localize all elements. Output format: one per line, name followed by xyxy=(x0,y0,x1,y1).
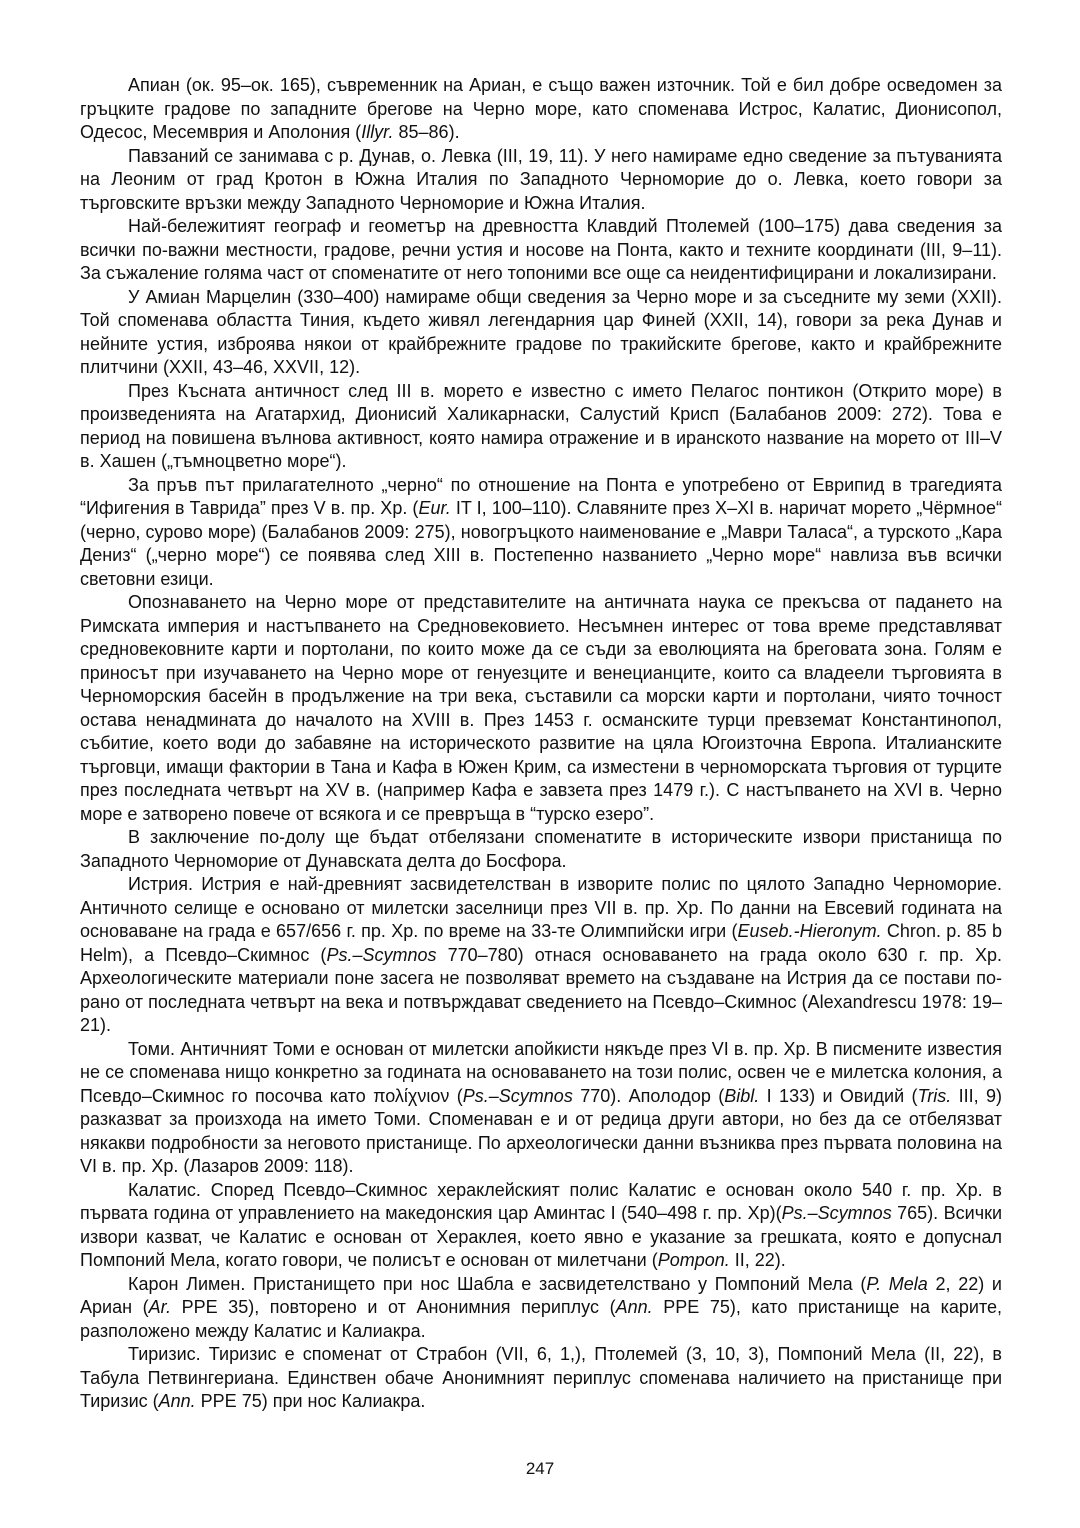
text-run: Карон Лимен. Пристанището при нос Шабла е засвидетелствано у Помпоний Мела ( xyxy=(128,1273,867,1294)
paragraph xyxy=(80,1038,1002,1179)
text-run: Опознаването на Черно море от представителите на античната наука се прекъсва от падането на Римската империя и настъпването на Средновековието. Несъмнен интерес от това време представляват средновековните карти и портолани, по които може да се съди за еволюцията на бреговата зона. Голям е приносът при изучаването на Черно море от генуезците и венецианците, които са владеели търговията в Черноморския басейн в продължение на три века, съставили са морски карти и портолани, чиято точност остава ненадмината до началото на XVIII в. През 1453 г. османските турци превземат Константинопол, събитие, което води до забавяне на историческото развитие на цяла Югоизточна Европа. Италианските търговци, имащи фактории в Тана и Кафа в Южен Крим, са изместени в черноморската търговия от турците през последната четвърт на XV в. (например Кафа е завзета през 1479 г.). С настъпването на XVI в. Черно море е затворено повече от всякога и се превръща в “турско езеро”. xyxy=(80,592,1002,824)
italic-run: Ar. xyxy=(148,1297,171,1317)
paragraph xyxy=(80,215,1002,286)
italic-run: Ps.–Scymnos xyxy=(462,1085,573,1106)
text-run: PPE 75) при нос Калиакра. xyxy=(195,1391,426,1411)
text-run: За пръв път прилагателното „черно“ по отношение на Понта е употребено от Еврипид в трагедията “Ифигения в Таврида” през V в. пр. Хр. ( xyxy=(80,474,1002,518)
text-run: У Амиан Марцелин (330–400) намираме общи сведения за Черно море и за съседните му земи (XXII). Той споменава областта Тиния, където живял легендарния цар Финей (XXII, 14), говори за река Дунав и нейните устия, изброява някои от крайбрежните градове по тракийските брегове, както и крайбрежните плитчини (XXII, 43–46, XXVII, 12). xyxy=(80,286,1002,377)
text-run: 765). Всички извори казват, че Калатис е основан от Хераклея, което явно е указание за грешката, която е допуснал Помпоний Мела, когато говори, че полисът е основан от милетчани ( xyxy=(80,1203,1003,1270)
text-run: II, 22). xyxy=(729,1250,786,1270)
paragraph xyxy=(80,380,1002,474)
paragraph xyxy=(80,145,1002,216)
italic-run: P. Mela xyxy=(866,1273,928,1294)
paragraph xyxy=(80,1179,1002,1273)
italic-run: Euseb.-Hieronym. xyxy=(737,921,882,941)
italic-run: Eur. xyxy=(418,498,451,518)
text-run: Най-бележитият географ и геометър на древността Клавдий Птолемей (100–175) дава сведения за всички по-важни местности, градове, речни устия и носове на Понта, както и техните координати (III, 9–11). За съжаление голяма част от споменатите от него топоними все още са неидентифицирани и локализирани. xyxy=(80,216,1002,283)
text-run: Павзаний се занимава с р. Дунав, о. Левка (III, 19, 11). У него намираме едно сведение за пътуванията на Леоним от град Кротон в Южна Италия по Западното Черноморие до о. Левка, което говори за търговските връзки между Западното Черноморие и Южна Италия. xyxy=(80,145,1002,213)
text-run: Калатис. Според Псевдо–Скимнос хераклейският полис Калатис е основан около 540 г. пр. Хр. в първата година от управлението на македонския цар Аминтас I (540–498 г. пр. Хр)( xyxy=(80,1179,1002,1223)
page-number: 247 xyxy=(525,1458,555,1478)
paragraph xyxy=(80,1273,1002,1344)
text-run: През Късната античност след III в. морето е известно с името Пелагос понтикон (Открито море) в произведенията на Агатархид, Дионисий Халикарнаски, Салустий Крисп (Балабанов 2009: 272). Това е период на повишена вълнова активност, която намира отражение и в иранското название на морето от III–V в. Хашен („тъмноцветно море“). xyxy=(80,380,1002,471)
text-run: Истрия. Истрия е най-древният засвидетелстван в изворите полис по цялото Западно Черноморие. Античното селище е основано от милетски заселници през VII в. пр. Хр. По данни на Евсевий годината на основаване на града е 657/656 г. пр. Хр. по време на 33-те Олимпийски игри ( xyxy=(80,874,1002,941)
italic-run: Ps.–Scymnos xyxy=(326,944,437,965)
italic-run: Tris. xyxy=(917,1085,952,1106)
text-run: PPE 75), като пристанище на карите, разположено между Калатис и Калиакра. xyxy=(80,1297,1002,1341)
italic-run: Illyr. xyxy=(361,122,394,142)
italic-run: Ps.–Scymnos xyxy=(781,1203,892,1223)
text-body xyxy=(80,74,1002,1414)
paragraph xyxy=(80,1343,1002,1414)
paragraph xyxy=(80,286,1002,380)
italic-run: Ann. xyxy=(158,1391,196,1411)
text-run: 2, 22) и Ариан ( xyxy=(80,1273,1002,1317)
text-run: Тиризис. Тиризис е споменат от Страбон (VII, 6, 1,), Птолемей (3, 10, 3), Помпоний Мела (II, 22), в Табула Петвингериана. Единствен обаче Анонимният периплус споменава наличието на пристанище при Тиризис ( xyxy=(80,1344,1002,1411)
text-run: 85–86). xyxy=(393,122,460,142)
paragraph xyxy=(80,826,1002,873)
paragraph xyxy=(80,591,1002,826)
text-run: I 133) и Овидий ( xyxy=(759,1085,918,1106)
paragraph xyxy=(80,873,1002,1038)
text-run: Апиан (ок. 95–ок. 165), съвременник на Ариан, е също важен източник. Той е бил добре осведомен за гръцките градове по западните брегове на Черно море, като споменава Истрос, Калатис, Дионисопол, Одесос, Месемврия и Аполония ( xyxy=(80,75,1002,142)
text-run: Томи. Античният Томи е основан от милетски апойкисти някъде през VI в. пр. Хр. В писмените известия не се споменава нищо конкретно за годината на основаването на този полис, освен че е милетска колония, а Псевдо–Скимнос го посочва като πολίχνιον ( xyxy=(80,1038,1002,1106)
paragraph xyxy=(80,74,1002,145)
text-run: 770). Аполодор ( xyxy=(572,1085,725,1106)
italic-run: Ann. xyxy=(615,1297,653,1317)
italic-run: Pompon. xyxy=(657,1250,730,1270)
text-run: Chron. p. 85 b Helm), а Псевдо–Скимнос ( xyxy=(80,921,1002,965)
text-run: PPE 35), повторено и от Анонимния периплус ( xyxy=(170,1297,616,1317)
text-run: В заключение по-долу ще бъдат отбелязани споменатите в историческите извори пристанища по Западното Черноморие от Дунавската делта до Босфора. xyxy=(80,827,1002,871)
text-run: IT I, 100–110). Славяните през X–XI в. наричат морето „Чёрмное“ (черно, сурово море) (Балабанов 2009: 275), новогръцкото наименование е „Маври Таласа“, а турското „Кара Дениз“ („черно море“) се появява след XIII в. Постепенно названието „Черно море“ навлиза във всички световни езици. xyxy=(80,498,1002,589)
text-run: 770–780) отнася основаването на града около 630 г. пр. Хр. Археологическите материали поне засега не позволяват времето на създаване на Истрия да се постави по-рано от последната четвърт на века и потвърждават сведението на Псевдо–Скимнос (Alexandrescu 1978: 19–21). xyxy=(80,944,1002,1035)
paragraph xyxy=(80,474,1002,592)
text-run: III, 9) разказват за произхода на името Томи. Споменаван е и от редица други автори, но без да се отбелязват някакви подробности за неговото пристанище. По археологически данни възниква през първата половина на VI в. пр. Хр. (Лазаров 2009: 118). xyxy=(80,1085,1002,1176)
italic-run: Bibl. xyxy=(724,1085,760,1106)
